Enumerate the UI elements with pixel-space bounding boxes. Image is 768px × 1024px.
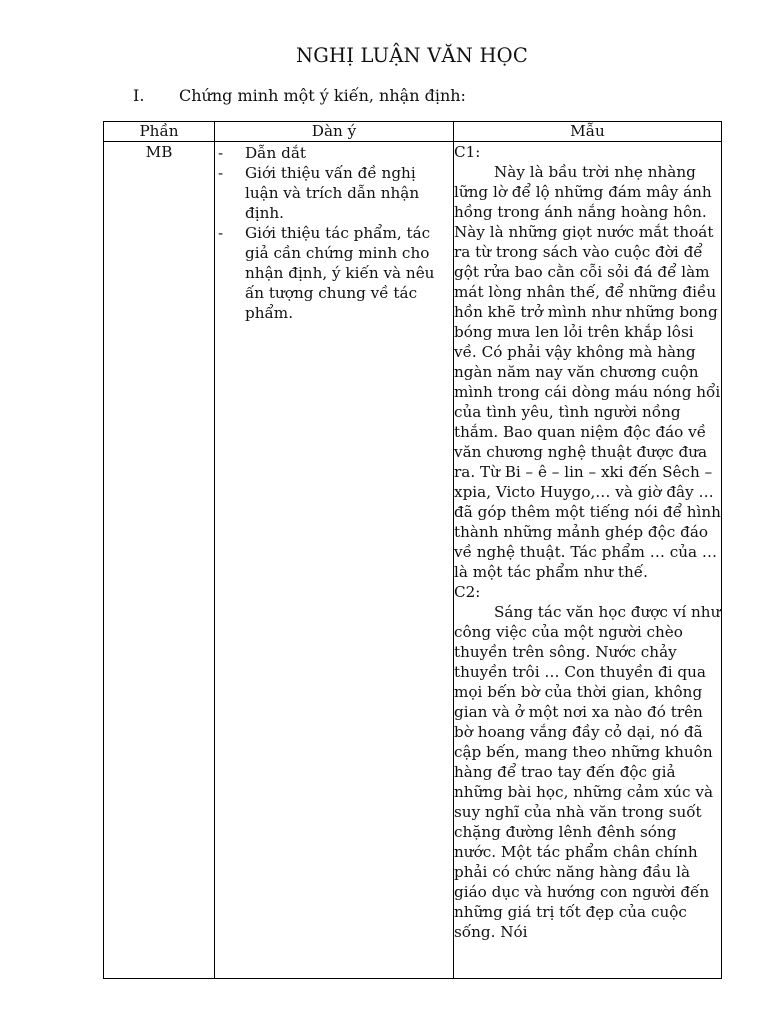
part-cell: MB — [104, 142, 215, 979]
outline-cell — [215, 142, 454, 979]
section-heading — [133, 86, 466, 105]
table-row — [104, 142, 722, 979]
sample-body — [454, 142, 721, 942]
header-outline: Dàn ý — [215, 122, 454, 142]
sample-paragraph-c1: Này là bầu trời nhẹ nhàng lững lờ để lộ những đám mây ánh hồng trong ánh nắng hoàng hôn. Này là những giọt nước mắt thoát ra từ trong sách vào cuộc đời để gột rửa bao cằn cỗi sỏi đá để làm mát lòng nhân thế, để những điều hồn khẽ trở mình như những bong bóng mưa len lỏi trên khắp lôsi về. Có phải vậy không mà hàng ngàn năm nay văn chương cuộn mình trong cái dòng máu nóng hổi của tình yêu, tình người nồng thắm. Bao quan niệm độc đáo về văn chương nghệ thuật được đưa ra. Từ Bi – ê – lin – xki đến Sêch – xpia, Victo Huygo,… và giờ đây … đã góp thêm một tiếng nói để hình thành những mảnh ghép độc đáo về nghệ thuật. Tác phẩm … của … là một tác phẩm như thế. — [454, 163, 721, 581]
sample-label-c2: C2: — [454, 583, 481, 601]
list-item: - Giới thiệu vấn đề nghị luận và trích dẫn nhận định. — [245, 163, 447, 223]
list-item: - Dẫn dắt — [245, 143, 447, 163]
sample-label-c1: C1: — [454, 143, 481, 161]
header-part: Phần — [104, 122, 215, 142]
sample-paragraph-c2: Sáng tác văn học được ví như công việc của một người chèo thuyền trên sông. Nước chảy thuyền trôi … Con thuyền đi qua mọi bến bờ của thời gian, không gian và ở một nơi xa nào đó trên bờ hoang vắng đầy cỏ dại, nó đã cập bến, mang theo những khuôn hàng để trao tay đến độc giả những bài học, những cảm xúc và suy nghĩ của nhà văn trong suốt chặng đường lênh đênh sóng nước. Một tác phẩm chân chính phải có chức năng hàng đầu là giáo dục và hướng con người đến những giá trị tốt đẹp của cuộc sống. Nói — [454, 603, 721, 941]
outline-list — [215, 142, 453, 323]
list-item: - Giới thiệu tác phẩm, tác giả cần chứng minh cho nhận định, ý kiến và nêu ấn tượng chung về tác phẩm. — [245, 223, 447, 323]
header-sample: Mẫu — [454, 122, 722, 142]
outline-table — [103, 121, 722, 979]
table-header-row — [104, 122, 722, 142]
section-number: I. — [133, 86, 145, 105]
page-title: NGHỊ LUẬN VĂN HỌC — [296, 44, 528, 67]
sample-cell — [454, 142, 722, 979]
section-heading-text: Chứng minh một ý kiến, nhận định: — [179, 86, 466, 105]
